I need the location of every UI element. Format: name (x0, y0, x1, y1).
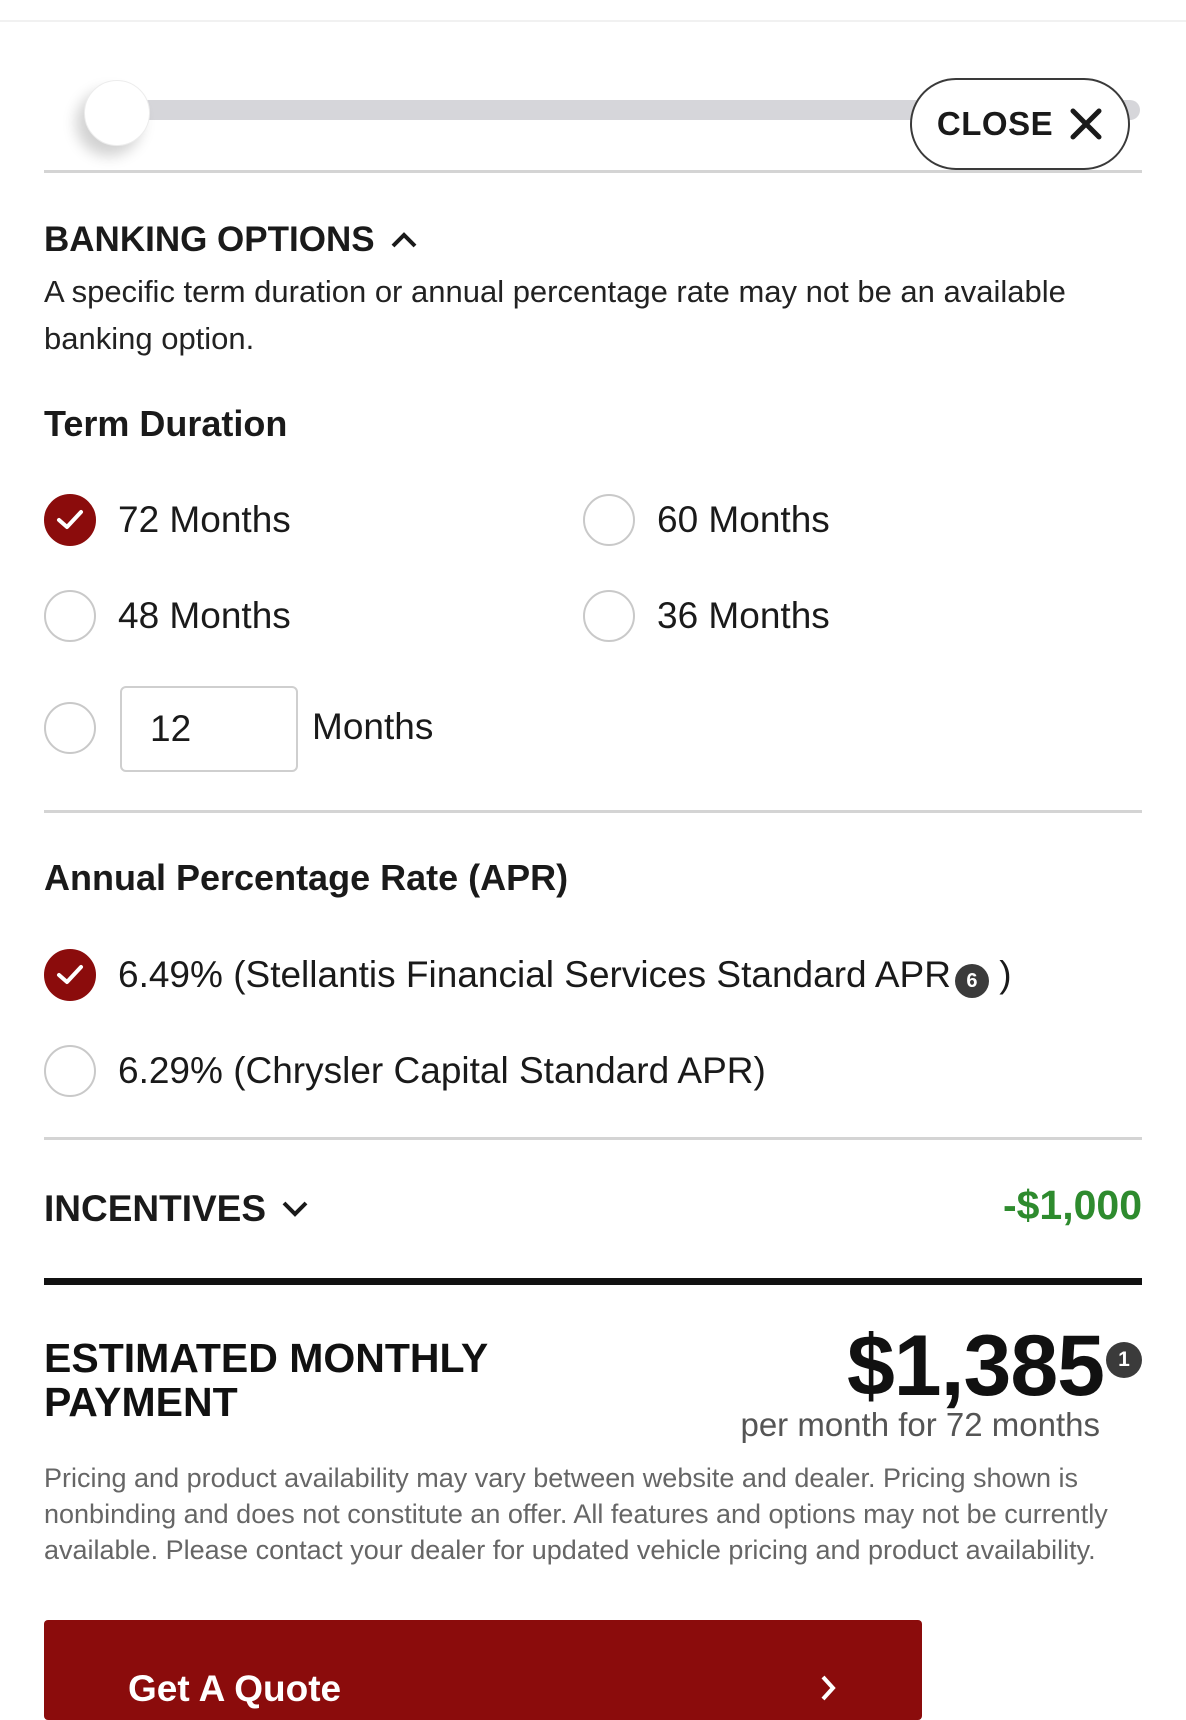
custom-term-input[interactable] (120, 686, 298, 772)
radio-unchecked[interactable] (583, 590, 635, 642)
footnote-badge[interactable]: 1 (1106, 1342, 1142, 1378)
total-divider (44, 1278, 1142, 1285)
divider (44, 810, 1142, 813)
banking-options-toggle[interactable] (44, 220, 419, 260)
estimated-payment-title: ESTIMATED MONTHLY PAYMENT (44, 1335, 488, 1425)
custom-term-unit: Months (312, 706, 434, 747)
chevron-up-icon (389, 230, 419, 250)
apr-option-stellantis[interactable] (44, 949, 1012, 1001)
incentives-toggle[interactable] (44, 1188, 310, 1230)
monthly-price (847, 1318, 1142, 1414)
apr-title: Annual Percentage Rate (APR) (44, 857, 569, 898)
term-option-label: 72 Months (118, 499, 291, 540)
radio-checked[interactable] (44, 494, 96, 546)
apr-option-label (118, 954, 1012, 996)
get-quote-label: Get A Quote (128, 1668, 342, 1709)
apr-option-suffix: ) (988, 954, 1012, 995)
radio-unchecked[interactable] (44, 702, 96, 754)
get-quote-button[interactable] (44, 1620, 922, 1720)
radio-unchecked[interactable] (44, 1045, 96, 1097)
radio-unchecked[interactable] (44, 590, 96, 642)
close-button[interactable] (910, 78, 1130, 170)
divider (44, 1137, 1142, 1140)
term-option-72[interactable] (44, 494, 291, 546)
term-option-48[interactable] (44, 590, 291, 642)
monthly-price-value: $1,385 (846, 1318, 1104, 1414)
apr-option-label: 6.29% (Chrysler Capital Standard APR) (118, 1050, 766, 1091)
apr-option-chrysler[interactable] (44, 1045, 766, 1097)
banking-note: A specific term duration or annual percentage rate may not be an available banking option. (44, 274, 1066, 356)
close-icon (1069, 107, 1103, 141)
close-label: CLOSE (936, 105, 1054, 142)
per-month-text: per month for 72 months (740, 1406, 1100, 1443)
term-option-label: 60 Months (657, 499, 830, 540)
term-option-custom[interactable] (44, 702, 96, 754)
banking-options-title: BANKING OPTIONS (44, 220, 375, 259)
checkmark-icon (55, 508, 85, 532)
apr-option-text: 6.49% (Stellantis Financial Services Standard APR (118, 954, 951, 995)
term-option-36[interactable] (583, 590, 830, 642)
divider (44, 170, 1142, 173)
chevron-right-icon (818, 1674, 838, 1702)
incentives-amount: -$1,000 (1002, 1182, 1142, 1228)
pricing-disclaimer: Pricing and product availability may vary between website and dealer. Pricing shown is nonbinding and does not constitute an offer. All features and options may not be currently available. Please contact your dealer for updated vehicle pricing and product availability. (44, 1463, 1108, 1565)
slider-thumb[interactable] (84, 80, 150, 146)
term-option-label: 36 Months (657, 595, 830, 636)
top-edge (0, 0, 1186, 22)
slider-row (0, 70, 1186, 180)
radio-unchecked[interactable] (583, 494, 635, 546)
footnote-badge[interactable]: 6 (955, 964, 989, 998)
checkmark-icon (55, 963, 85, 987)
radio-checked[interactable] (44, 949, 96, 1001)
term-duration-title: Term Duration (44, 403, 288, 444)
incentives-title: INCENTIVES (44, 1188, 267, 1229)
term-option-label: 48 Months (118, 595, 291, 636)
chevron-down-icon (280, 1199, 310, 1219)
term-option-60[interactable] (583, 494, 830, 546)
